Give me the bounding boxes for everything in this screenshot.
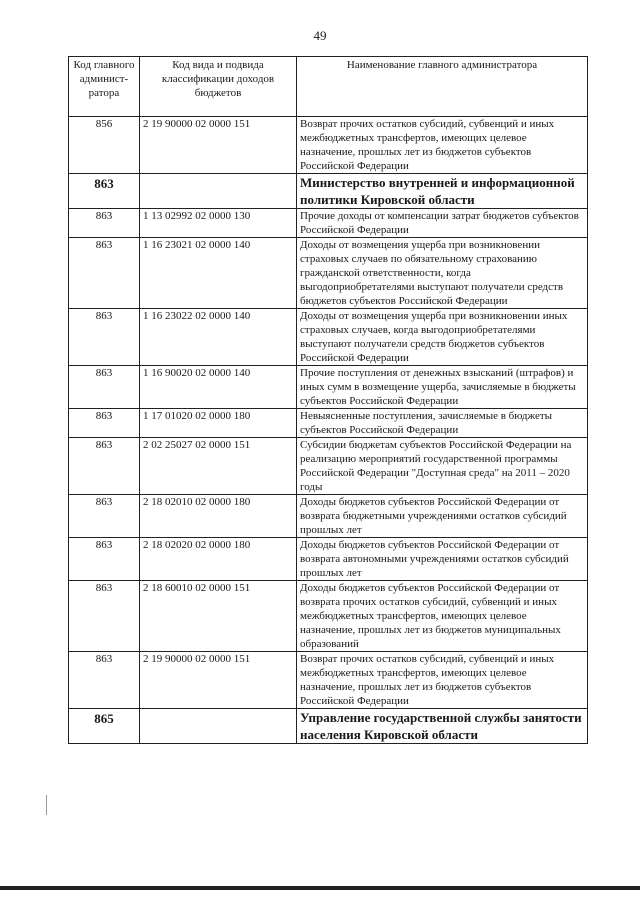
admin-code-cell: 863 [69,209,140,238]
admin-name-cell: Доходы бюджетов субъектов Российской Федерации от возврата бюджетными учреждениями остатков субсидий прошлых лет [297,495,588,538]
table-row [69,581,588,652]
table-group-row [69,174,588,209]
admin-code-cell: 863 [69,366,140,409]
admin-code-cell: 863 [69,538,140,581]
table-row [69,495,588,538]
admin-code-cell: 863 [69,238,140,309]
admin-name-cell: Невыясненные поступления, зачисляемые в бюджеты субъектов Российской Федерации [297,409,588,438]
admin-name-cell: Министерство внутренней и информационной политики Кировской области [297,174,588,209]
table-row [69,117,588,174]
admin-name-cell: Управление государственной службы занятости населения Кировской области [297,709,588,744]
revenue-code-cell [140,709,297,744]
revenue-code-cell: 1 16 23022 02 0000 140 [140,309,297,366]
admin-code-cell: 863 [69,438,140,495]
admin-code-cell: 863 [69,581,140,652]
admin-name-cell: Прочие поступления от денежных взысканий (штрафов) и иных сумм в возмещение ущерба, зачисляемые в бюджеты субъектов Российской Федерации [297,366,588,409]
scan-margin-mark [46,795,47,815]
table-row [69,209,588,238]
admin-name-cell: Доходы от возмещения ущерба при возникновении страховых случаев по обязательному страхованию гражданской ответственности, когда выгодоприобретателями выступают получатели средств бюджетов субъектов Российской Федерации [297,238,588,309]
table-row [69,409,588,438]
table-header-row [69,57,588,117]
admin-name-cell: Доходы от возмещения ущерба при возникновении иных страховых случаев, когда выгодоприобретателями выступают получатели средств бюджетов субъектов Российской Федерации [297,309,588,366]
admin-code-cell: 856 [69,117,140,174]
table-row [69,652,588,709]
table-row [69,309,588,366]
table-body [69,117,588,744]
revenue-code-cell: 2 02 25027 02 0000 151 [140,438,297,495]
admin-code-cell: 863 [69,309,140,366]
table-row [69,366,588,409]
admin-name-cell: Возврат прочих остатков субсидий, субвенций и иных межбюджетных трансфертов, имеющих целевое назначение, прошлых лет из бюджетов субъектов Российской Федерации [297,117,588,174]
table-row [69,538,588,581]
header-revenue-code: Код вида и подвида классификации доходов бюджетов [140,57,297,117]
revenue-code-cell [140,174,297,209]
table-row [69,438,588,495]
admin-name-cell: Возврат прочих остатков субсидий, субвенций и иных межбюджетных трансфертов, имеющих целевое назначение, прошлых лет из бюджетов субъектов Российской Федерации [297,652,588,709]
header-admin-code: Код главного админист-ратора [69,57,140,117]
admin-code-cell: 863 [69,495,140,538]
revenue-code-cell: 2 18 02010 02 0000 180 [140,495,297,538]
revenue-code-cell: 2 18 02020 02 0000 180 [140,538,297,581]
table-group-row [69,709,588,744]
header-admin-name: Наименование главного администратора [297,57,588,117]
admin-name-cell: Доходы бюджетов субъектов Российской Федерации от возврата прочих остатков субсидий, субвенций и иных межбюджетных трансфертов, имеющих целевое назначение, прошлых лет из бюджетов муниципальных образований [297,581,588,652]
revenue-code-cell: 2 19 90000 02 0000 151 [140,652,297,709]
admin-name-cell: Прочие доходы от компенсации затрат бюджетов субъектов Российской Федерации [297,209,588,238]
page-number: 49 [313,28,327,43]
revenue-code-cell: 1 16 23021 02 0000 140 [140,238,297,309]
table-row [69,238,588,309]
revenue-code-cell: 1 17 01020 02 0000 180 [140,409,297,438]
admin-code-cell: 863 [69,409,140,438]
admin-name-cell: Доходы бюджетов субъектов Российской Федерации от возврата автономными учреждениями остатков субсидий прошлых лет [297,538,588,581]
page-bottom-rule [0,886,640,890]
revenue-code-cell: 1 13 02992 02 0000 130 [140,209,297,238]
admin-code-cell: 863 [69,174,140,209]
admin-name-cell: Субсидии бюджетам субъектов Российской Федерации на реализацию мероприятий государственной программы Российской Федерации "Доступная среда" на 2011 – 2020 годы [297,438,588,495]
admin-code-cell: 863 [69,652,140,709]
revenue-administrators-table [68,56,588,744]
revenue-code-cell: 1 16 90020 02 0000 140 [140,366,297,409]
admin-code-cell: 865 [69,709,140,744]
revenue-code-cell: 2 18 60010 02 0000 151 [140,581,297,652]
revenue-code-cell: 2 19 90000 02 0000 151 [140,117,297,174]
